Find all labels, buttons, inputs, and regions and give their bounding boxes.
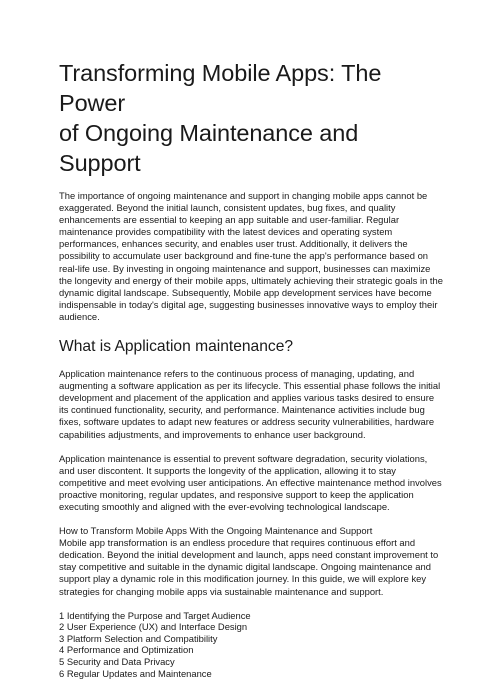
paragraph-spacer	[59, 441, 444, 453]
paragraph-spacer	[59, 513, 444, 525]
strategy-list	[59, 610, 444, 679]
paragraph-importance: Application maintenance is essential to prevent software degradation, security violations, and user discontent. It supports the longevity of the application, allowing it to stay competitive and meet evolving user anticipations. An effective maintenance method involves proactive monitoring, regular updates, and responsive support to keep the application executing smoothly and aligned with the ever-evolving technological landscape.	[59, 452, 442, 512]
list-item: 1 Identifying the Purpose and Target Audience	[59, 609, 251, 621]
document-page	[59, 58, 444, 679]
title-line-2: of Ongoing Maintenance and Support	[59, 120, 359, 176]
transform-body: Mobile app transformation is an endless procedure that requires continuous effort and dedication. Beyond the initial development and launch, apps need constant improvement to stay competitive and suitable in the dynamic digital landscape. Ongoing maintenance and support play a dynamic role in this modification journey. In this guide, we will explore key strategies for changing mobile apps via sustainable maintenance and support.	[59, 537, 439, 597]
list-item: 4 Performance and Optimization	[59, 644, 194, 656]
list-item: 5 Security and Data Privacy	[59, 656, 175, 667]
paragraph-definition: Application maintenance refers to the continuous process of managing, updating, and augmenting a software application as per its lifecycle. This essential phase follows the initial development and placement of the application and applies various tasks desired to ensure its continued functionality, security, and performance. Maintenance activities include bug fixes, software updates to adapt new features or address security vulnerabilities, hardware capabilities adjustments, and improvements to enhance user background.	[59, 368, 441, 440]
section-heading: What is Application maintenance?	[59, 338, 294, 356]
page-title	[59, 58, 444, 178]
list-item: 3 Platform Selection and Compatibility	[59, 632, 218, 644]
title-line-1: Transforming Mobile Apps: The Power	[59, 60, 382, 116]
paragraph-transform	[59, 525, 444, 598]
intro-paragraph: The importance of ongoing maintenance and support in changing mobile apps cannot be exaggerated. Beyond the initial launch, consistent updates, bug fixes, and quality enhancements are essential to keeping an app suitable and user-familiar. Regular maintenance provides compatibility with the latest devices and operating system performances, enhances security, and enables user trust. Additionally, it delivers the possibility to accumulate user background and fine-tune the app's performance based on real-life use. By investing in ongoing maintenance and support, businesses can maximize the longevity and energy of their mobile apps, ultimately achieving their strategic goals in the dynamic digital landscape. Subsequently, Mobile app development services have become indispensable in today's digital age, suggesting businesses innovative ways to employ their audience.	[59, 190, 443, 322]
transform-heading: How to Transform Mobile Apps With the Ongoing Maintenance and Support	[59, 525, 373, 537]
list-item: 6 Regular Updates and Maintenance	[59, 667, 212, 679]
list-item: 2 User Experience (UX) and Interface Design	[59, 621, 248, 633]
